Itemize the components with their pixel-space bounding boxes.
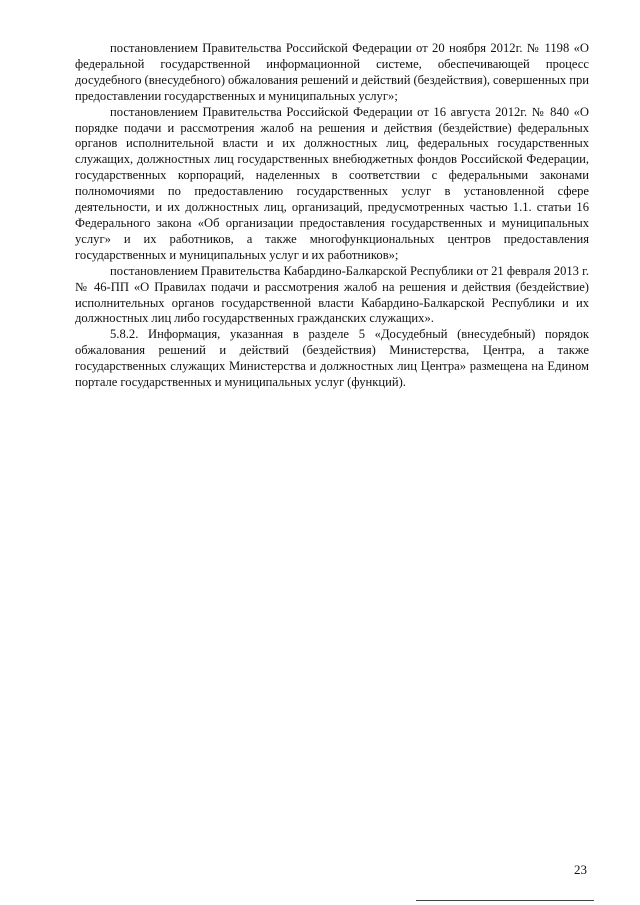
- paragraph-resolution-46pp: постановлением Правительства Кабардино-Балкарской Республики от 21 февраля 2013 г. № 46-ПП «О Правилах подачи и рассмотрения жалоб на решения и действия (бездействие) исполнительных органов государственной власти Кабардино-Балкарской Республики и их должностных лиц либо государственных гражданских служащих».: [75, 263, 589, 326]
- paragraph-section-5-8-2: 5.8.2. Информация, указанная в разделе 5 «Досудебный (внесудебный) порядок обжалования решений и действий (бездействия) Министерства, Центра, а также государственных служащих Министерства и должностных лиц Центра» размещена на Едином портале государственных и муниципальных услуг (функций).: [75, 327, 589, 390]
- document-body: [75, 41, 589, 391]
- footer-divider: [416, 900, 594, 901]
- paragraph-resolution-1198: постановлением Правительства Российской Федерации от 20 ноября 2012г. № 1198 «О федеральной государственной информационной системе, обеспечивающей процесс досудебного (внесудебного) обжалования решений и действий (бездействия), совершенных при предоставлении государственных и муниципальных услуг»;: [75, 41, 589, 103]
- page-number: 23: [574, 862, 587, 877]
- paragraph-resolution-840: постановлением Правительства Российской Федерации от 16 августа 2012г. № 840 «О порядке подачи и рассмотрения жалоб на решения и действия (бездействие) федеральных органов исполнительной власти и их должностных лиц, федеральных государственных служащих, должностных лиц государственных внебюджетных фондов Российской Федерации, государственных корпораций, наделенных в соответствии с федеральными законами полномочиями по предоставлению государственных услуг в установленной сфере деятельности, и их должностных лиц, организаций, предусмотренных частью 1.1. статьи 16 Федерального закона «Об организации предоставления государственных и муниципальных услуг» и их работников, а также многофункциональных центров предоставления государственных и муниципальных услуг и их работников»;: [75, 104, 589, 262]
